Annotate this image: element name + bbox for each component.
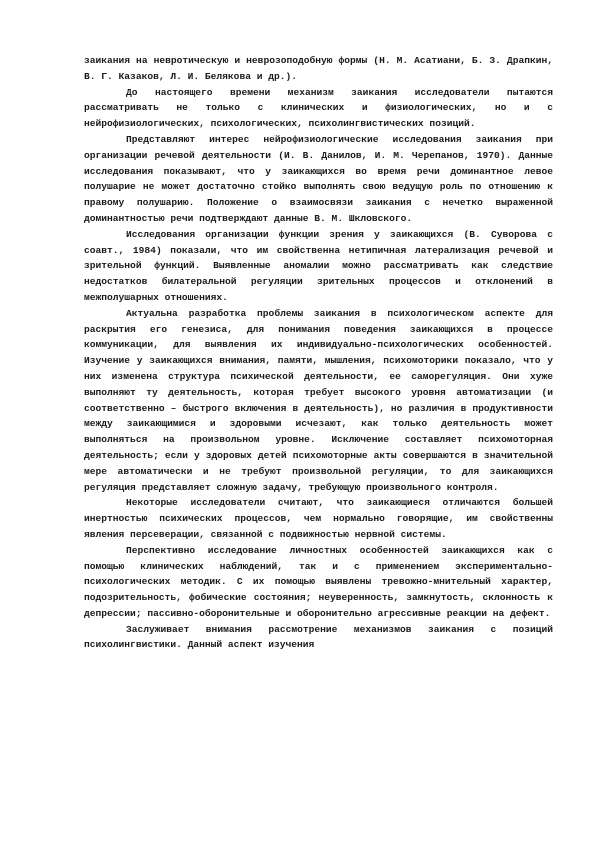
paragraph-5: Актуальна разработка проблемы заикания в психологическом аспекте для раскрытия его генезиса, для понимания поведения заикающихся в процессе коммуникации, для выявления их индивидуально-психологических особенностей. Изучение у заикающихся внимания, памяти, мышления, психомоторики показало, что у них изменена структура психической деятельности, ее саморегуляция. Они хуже выполняют ту деятельность, которая требует высокого уровня автоматизации (и соответственно – быстрого включения в деятельность), но различия в продуктивности между заикающимися и здоровыми исчезают, как только деятельность может выполняться на произвольном уровне. Исключение составляет психомоторная деятельность; если у здоровых детей психомоторные акты совершаются в значительной мере автоматически и не требуют произвольной регуляции, то для заикающихся регуляция представляет сложную задачу, требующую произвольного контроля. <box>84 307 553 493</box>
paragraph-1: заикания на невротическую и неврозоподобную формы (Н. М. Асатиани, Б. З. Драпкин, В. Г. Казаков, Л. И. Белякова и др.). <box>84 55 553 82</box>
paragraph-3: Представляют интерес нейрофизиологические исследования заикания при организации речевой деятельности (И. В. Данилов, И. М. Черепанов, 1970). Данные исследования показывают, что у заикающихся во время речи доминантное левое полушарие не может достаточно стойко выполнять свою ведущую роль по отношению к правому полушарию. Положение о взаимосвязи заикания с нечетко выраженной доминантностью речи подтверждают данные В. М. Шкловского. <box>84 133 553 224</box>
paragraph-4: Исследования организации функции зрения у заикающихся (В. Суворова с соавт., 1984) показали, что им свойственна нетипичная латерализация речевой и зрительной функций. Выявленные аномалии можно рассматривать как следствие недостатков билатеральной регуляции зрительных процессов и отклонений в межполушарных отношениях. <box>84 228 553 303</box>
paragraph-2: До настоящего времени механизм заикания исследователи пытаются рассматривать не только с клинических и физиологических, но и с нейрофизиологических, психологических, психолингвистических позиций. <box>84 86 553 130</box>
paragraph-7: Перспективно исследование личностных особенностей заикающихся как с помощью клинических наблюдений, так и с применением экспериментально-психологических методик. С их помощью выявлены тревожно-мнительный характер, подозрительность, фобические состояния; неуверенность, замкнутость, склонность к депрессии; пассивно-оборонительные и оборонительно агрессивные реакции на дефект. <box>84 544 553 619</box>
paragraph-6: Некоторые исследователи считают, что заикающиеся отличаются большей инертностью психических процессов, чем нормально говорящие, им свойственны явления персеверации, связанной с подвижностью нервной системы. <box>84 497 553 540</box>
paragraph-8: Заслуживает внимания рассмотрение механизмов заикания с позиций психолингвистики. Данный аспект изучения <box>84 623 553 651</box>
document-page <box>84 53 553 653</box>
